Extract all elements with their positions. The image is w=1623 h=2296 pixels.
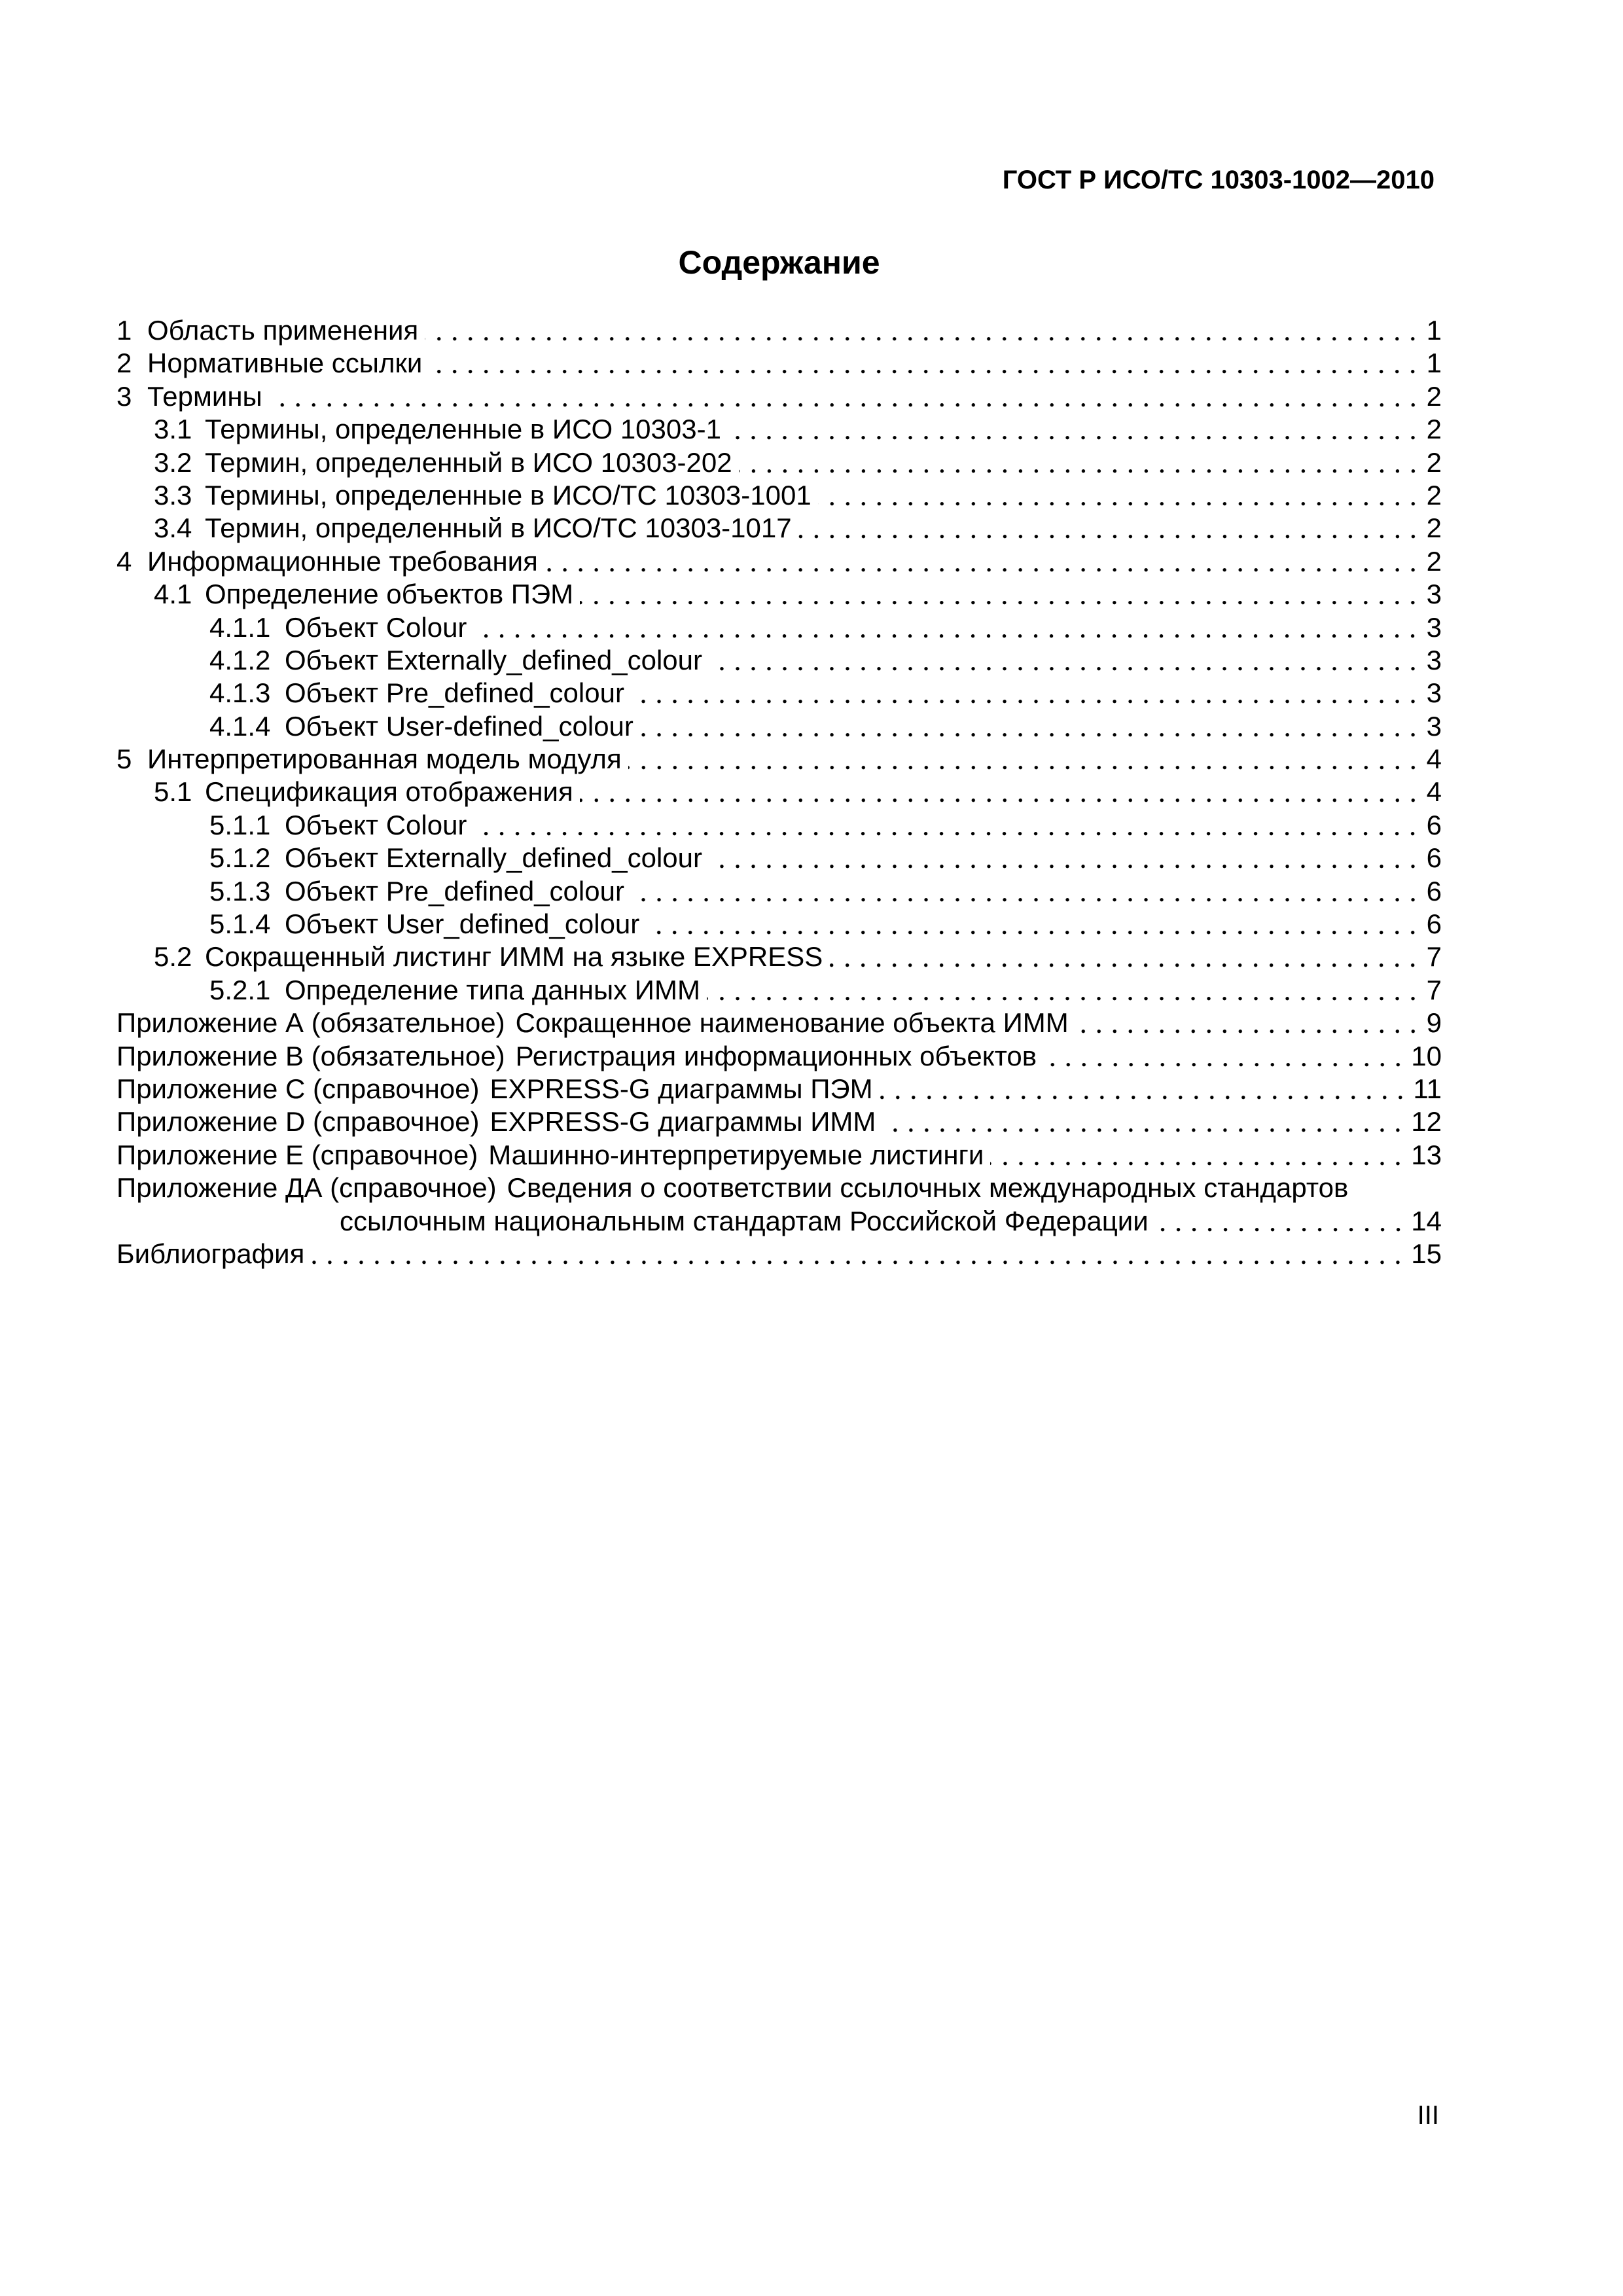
toc-entry	[116, 479, 1442, 512]
toc-entry-page: 1	[1426, 348, 1442, 379]
toc-entry-number: 2	[116, 348, 132, 379]
toc-entry-number: 1	[116, 315, 132, 346]
toc-entry-title: Регистрация информационных объектов	[515, 1040, 1037, 1071]
toc-annex-entry	[116, 1172, 1442, 1204]
toc-entry	[116, 446, 1442, 479]
toc-entry-title: Объект Externally_defined_colour	[285, 842, 702, 874]
toc-entry-number: 3.3	[154, 479, 192, 511]
dot-leader	[1155, 1205, 1406, 1238]
toc-entry	[116, 908, 1442, 941]
toc-entry-page: 4	[1426, 776, 1442, 808]
toc-entry-number: 3.4	[154, 512, 192, 544]
toc-entry-title: EXPRESS-G диаграммы ПЭМ	[490, 1073, 873, 1104]
dot-leader	[628, 743, 1421, 776]
toc-entry-number: 3.1	[154, 414, 192, 445]
dot-leader	[882, 1105, 1406, 1138]
toc-annex-entry	[116, 1007, 1442, 1039]
toc-entry-number: 5	[116, 744, 132, 775]
toc-entry	[116, 776, 1442, 808]
table-of-contents	[116, 314, 1442, 1270]
toc-entry-number: 4	[116, 545, 132, 577]
toc-entry-title: Нормативные ссылки	[147, 348, 423, 379]
toc-entry-page: 2	[1426, 479, 1442, 511]
toc-annex-entry	[116, 1139, 1442, 1172]
dot-leader	[580, 578, 1421, 611]
toc-entry	[116, 545, 1442, 578]
toc-entry	[116, 974, 1442, 1007]
toc-entry-title: Определение типа данных ИММ	[285, 974, 700, 1005]
toc-annex-entry-continuation	[116, 1205, 1442, 1238]
toc-entry-title: Термины, определенные в ИСО/ТС 10303-1001	[205, 479, 812, 511]
toc-entry-page: 12	[1411, 1106, 1442, 1138]
toc-entry-title: Информационные требования	[147, 545, 538, 577]
dot-leader	[473, 611, 1421, 644]
toc-entry-number: 5.1.2	[209, 842, 271, 874]
toc-entry-title: Объект Pre_defined_colour	[285, 875, 624, 906]
toc-entry	[116, 611, 1442, 644]
toc-annex-label: Приложение В (обязательное)	[116, 1040, 505, 1071]
toc-entry-page: 6	[1426, 908, 1442, 940]
toc-entry-number: 5.1	[154, 776, 192, 808]
document-code-header: ГОСТ Р ИСО/ТС 10303-1002—2010	[1002, 166, 1435, 194]
toc-entry-number: 4.1.4	[209, 710, 271, 742]
dot-leader	[709, 644, 1421, 677]
toc-entry-title: Объект Colour	[285, 809, 467, 840]
toc-entry-page: 2	[1426, 512, 1442, 544]
toc-entry-page: 11	[1413, 1073, 1442, 1104]
toc-entry-page: 10	[1411, 1040, 1442, 1071]
dot-leader	[1075, 1007, 1421, 1039]
dot-leader	[829, 941, 1421, 973]
toc-annex-label: Приложение А (обязательное)	[116, 1007, 505, 1039]
toc-entry-title: Машинно-интерпретируемые листинги	[488, 1139, 984, 1170]
toc-annex-label: Приложение Е (справочное)	[116, 1139, 478, 1170]
dot-leader	[709, 842, 1421, 874]
toc-entry-page: 7	[1426, 974, 1442, 1005]
dot-leader	[990, 1139, 1406, 1172]
toc-entry-page: 3	[1426, 710, 1442, 742]
dot-leader	[631, 677, 1421, 709]
toc-entry-page: 2	[1426, 446, 1442, 478]
dot-leader	[798, 512, 1421, 545]
toc-entry-title: Определение объектов ПЭМ	[205, 579, 574, 610]
toc-entry-title: Объект Colour	[285, 611, 467, 643]
toc-entry-page: 1	[1426, 315, 1442, 346]
toc-entry-title: Сокращенный листинг ИММ на языке EXPRESS	[205, 941, 823, 973]
toc-entry-title: Термин, определенный в ИСО/ТС 10303-1017	[205, 512, 792, 544]
toc-entry-title: Термин, определенный в ИСО 10303-202	[205, 446, 732, 478]
toc-entry	[116, 743, 1442, 776]
toc-entry	[116, 578, 1442, 611]
toc-entry-title: EXPRESS-G диаграммы ИММ	[490, 1106, 876, 1138]
toc-annex-label: Приложение С (справочное)	[116, 1073, 480, 1104]
toc-entry-title: Интерпретированная модель модуля	[147, 744, 622, 775]
toc-entry	[116, 512, 1442, 545]
toc-entry-page: 2	[1426, 414, 1442, 445]
toc-entry-number: 4.1.1	[209, 611, 271, 643]
dot-leader	[269, 380, 1421, 413]
toc-entry	[116, 710, 1442, 743]
toc-entry-page: 15	[1411, 1238, 1442, 1269]
toc-entry-title: Объект User_defined_colour	[285, 908, 640, 940]
toc-entry	[116, 809, 1442, 842]
toc-entry-title: Спецификация отображения	[205, 776, 573, 808]
toc-entry-number: 3	[116, 380, 132, 412]
dot-leader	[631, 875, 1421, 908]
toc-entry-page: 2	[1426, 545, 1442, 577]
dot-leader	[311, 1238, 1406, 1270]
toc-annex-entry	[116, 1105, 1442, 1138]
toc-entry	[116, 677, 1442, 709]
toc-entry-title-continuation: ссылочным национальным стандартам Российской Федерации	[340, 1205, 1149, 1236]
toc-entry-page: 6	[1426, 875, 1442, 906]
toc-annex-entry	[116, 1040, 1442, 1073]
toc-entry-page: 7	[1426, 941, 1442, 973]
toc-entry-page: 6	[1426, 809, 1442, 840]
toc-entry	[116, 347, 1442, 380]
toc-entry-page: 2	[1426, 380, 1442, 412]
toc-entry-title: Область применения	[147, 315, 419, 346]
dot-leader	[473, 809, 1421, 842]
dot-leader	[707, 974, 1421, 1007]
toc-entry-page: 6	[1426, 842, 1442, 874]
dot-leader	[728, 413, 1421, 446]
toc-entry-title: Объект User-defined_colour	[285, 710, 633, 742]
toc-entry	[116, 875, 1442, 908]
toc-title: Содержание	[678, 244, 880, 281]
dot-leader	[646, 908, 1421, 941]
toc-entry-title: Объект Externally_defined_colour	[285, 644, 702, 675]
toc-entry	[116, 314, 1442, 347]
toc-entry-number: 5.2.1	[209, 974, 271, 1005]
toc-entry-title: Библиография	[116, 1238, 305, 1269]
toc-entry	[116, 380, 1442, 413]
dot-leader	[640, 710, 1421, 743]
toc-entry	[116, 842, 1442, 874]
toc-entry-page: 9	[1426, 1007, 1442, 1039]
toc-entry-number: 5.1.1	[209, 809, 271, 840]
toc-entry-number: 5.1.3	[209, 875, 271, 906]
toc-entry-page: 3	[1426, 677, 1442, 709]
toc-entry	[116, 413, 1442, 446]
dot-leader	[880, 1073, 1408, 1105]
dot-leader	[429, 347, 1421, 380]
toc-entry-page: 4	[1426, 744, 1442, 775]
toc-entry-page: 3	[1426, 644, 1442, 675]
toc-entry-page: 13	[1411, 1139, 1442, 1170]
toc-entry-title: Сокращенное наименование объекта ИММ	[515, 1007, 1069, 1039]
toc-entry-title: Объект Pre_defined_colour	[285, 677, 624, 709]
dot-leader	[544, 545, 1421, 578]
toc-entry	[116, 941, 1442, 973]
dot-leader	[425, 314, 1421, 347]
dot-leader	[818, 479, 1421, 512]
toc-entry-title: Сведения о соответствии ссылочных международных стандартов	[507, 1172, 1349, 1204]
toc-entry	[116, 644, 1442, 677]
toc-entry-number: 3.2	[154, 446, 192, 478]
dot-leader	[580, 776, 1421, 808]
toc-entry-number: 5.1.4	[209, 908, 271, 940]
toc-entry	[116, 1238, 1442, 1270]
toc-entry-title: Термины	[147, 380, 262, 412]
toc-entry-number: 4.1.2	[209, 644, 271, 675]
dot-leader	[1043, 1040, 1406, 1073]
toc-annex-label: Приложение ДА (справочное)	[116, 1172, 497, 1204]
toc-entry-number: 4.1.3	[209, 677, 271, 709]
page-number: III	[1417, 2101, 1439, 2130]
toc-annex-label: Приложение D (справочное)	[116, 1106, 480, 1138]
toc-entry-page: 3	[1426, 611, 1442, 643]
toc-annex-entry	[116, 1073, 1442, 1105]
dot-leader	[739, 446, 1421, 479]
toc-entry-number: 4.1	[154, 579, 192, 610]
toc-entry-number: 5.2	[154, 941, 192, 973]
toc-entry-page: 3	[1426, 579, 1442, 610]
toc-entry-page: 14	[1411, 1205, 1442, 1236]
toc-entry-title: Термины, определенные в ИСО 10303-1	[205, 414, 721, 445]
